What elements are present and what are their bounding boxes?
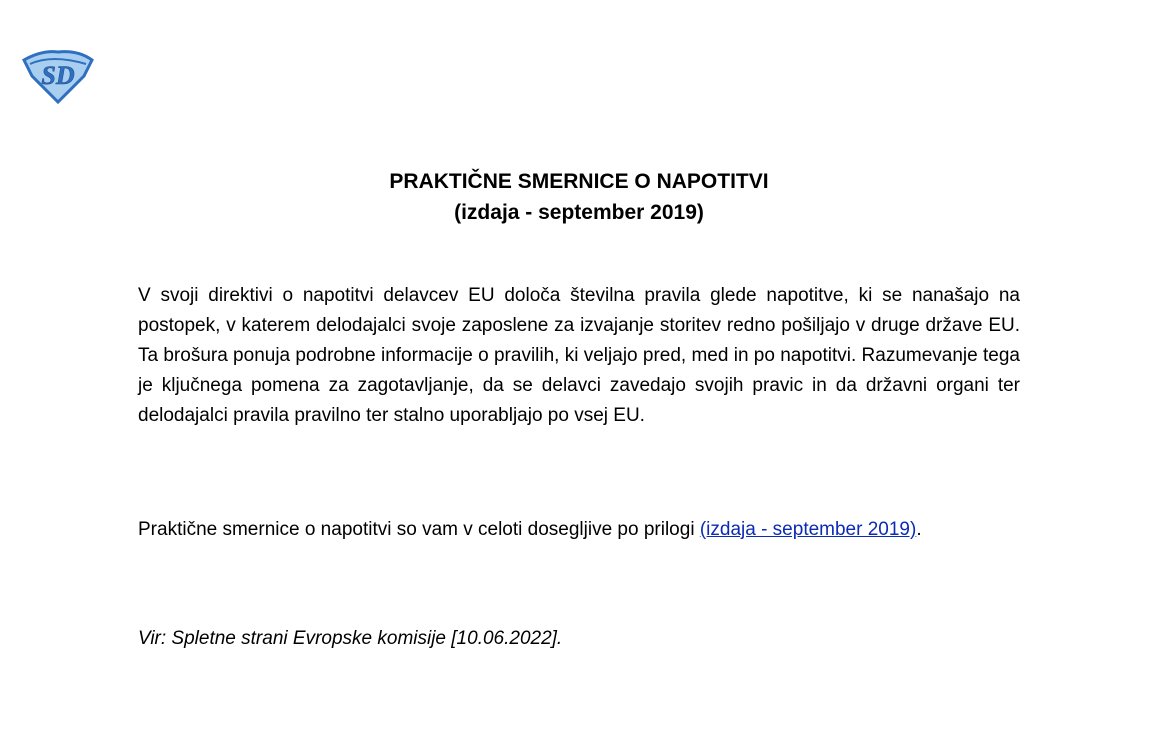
source-note: Vir: Spletne strani Evropske komisije [10.06.2022]. — [138, 628, 563, 649]
document-title — [138, 166, 1020, 228]
attachment-link[interactable]: (izdaja - september 2019) — [699, 519, 917, 540]
sd-shield-logo-icon — [22, 48, 94, 104]
intro-paragraph: V svoji direktivi o napotitvi delavcev EU določa številna pravila glede napotitve, ki se nanašajo na postopek, v katerem delodajalci svoje zaposlene za izvajanje storitev redno pošiljajo v druge države EU. Ta brošura ponuja podrobne informacije o pravilih, ki veljajo pred, med in po napotitvi. Razumevanje tega je ključnega pomena za zagotavljanje, da se delavci zavedajo svojih pravic in da državni organi ter delodajalci pravila pravilno ter stalno uporabljajo po vsej EU. — [138, 285, 1020, 426]
attachment-text: Praktične smernice o napotitvi so vam v celoti dosegljive po prilogi — [138, 519, 695, 540]
title-line-2: (izdaja - september 2019) — [454, 201, 704, 224]
attachment-end: . — [916, 519, 922, 540]
attachment-paragraph — [138, 516, 1020, 544]
title-line-1: PRAKTIČNE SMERNICE O NAPOTITVI — [389, 170, 769, 193]
logo-text: SD — [41, 61, 75, 90]
sd-logo — [22, 48, 94, 104]
